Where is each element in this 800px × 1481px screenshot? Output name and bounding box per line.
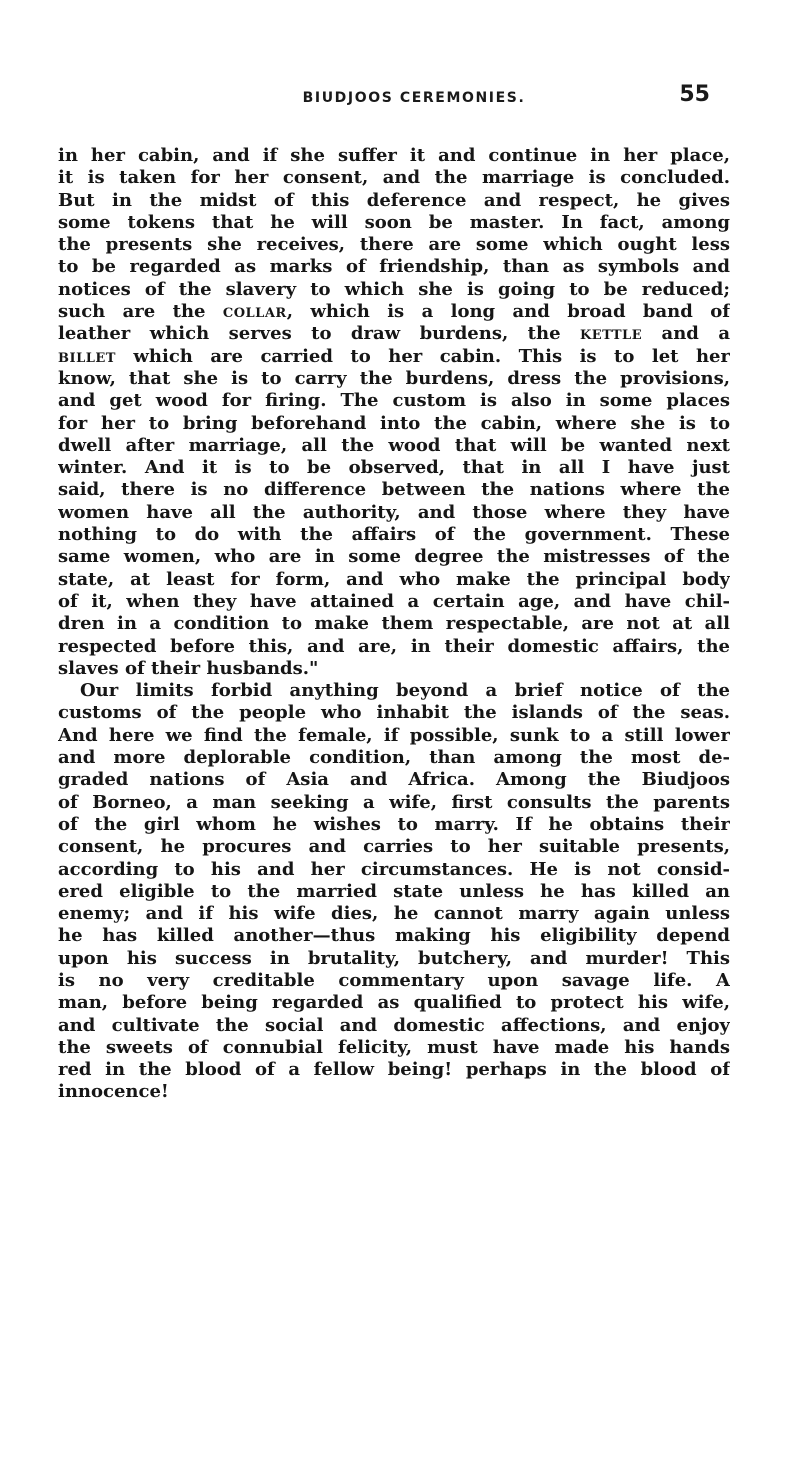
text-segment: which are carried to her cabin. This is to let her — [115, 345, 730, 367]
running-title: BIUDJOOS CEREMONIES. — [302, 90, 526, 106]
small-caps-term: billet — [58, 345, 116, 367]
text-line: for her to bring beforehand into the cabin, where she is to — [58, 412, 730, 434]
text-line: same women, who are in some degree the mistresses of the — [58, 546, 730, 568]
text-line: of the girl whom he wishes to marry. If he obtains their — [58, 813, 730, 835]
text-line: enemy; and if his wife dies, he cannot marry again unless — [58, 903, 730, 925]
text-line: slaves of their husbands." — [58, 657, 319, 679]
text-line — [58, 323, 730, 345]
text-line: some tokens that he will soon be master. In fact, among — [58, 211, 730, 233]
text-line: red in the blood of a fellow being! perhaps in the blood of — [58, 1059, 730, 1081]
small-caps-term: collar — [222, 301, 287, 323]
running-head — [118, 82, 710, 112]
text-line: nothing to do with the affairs of the government. These — [58, 524, 730, 546]
text-line: upon his success in brutality, butchery, and murder! This — [58, 947, 730, 969]
text-line: of Borneo, a man seeking a wife, first consults the parents — [58, 791, 730, 813]
text-line — [58, 301, 730, 323]
text-line: women have all the authority, and those where they have — [58, 501, 730, 523]
text-line: notices of the slavery to which she is going to be reduced; — [58, 278, 730, 300]
text-line: state, at least for form, and who make the principal body — [58, 568, 730, 590]
text-line: dren in a condition to make them respectable, are not at all — [58, 613, 730, 635]
text-line: respected before this, and are, in their domestic affairs, the — [58, 635, 730, 657]
text-segment: such are the — [58, 301, 223, 323]
text-line: and more deplorable condition, than among the most de- — [58, 747, 730, 769]
text-segment: , which is a long and broad band of — [286, 301, 730, 323]
text-line: the presents she receives, there are some which ought less — [58, 234, 730, 256]
text-segment: leather which serves to draw burdens, the — [58, 323, 580, 345]
page-number: 55 — [679, 82, 710, 107]
text-line: is no very creditable commentary upon savage life. A — [58, 969, 730, 991]
text-line: customs of the people who inhabit the islands of the seas. — [58, 702, 730, 724]
text-line: said, there is no difference between the nations where the — [58, 479, 730, 501]
text-line: it is taken for her consent, and the marriage is concluded. — [58, 167, 730, 189]
text-line: of it, when they have attained a certain age, and have chil- — [58, 590, 730, 612]
text-line: to be regarded as marks of friendship, than as symbols and — [58, 256, 730, 278]
text-line: Our limits forbid anything beyond a brief notice of the — [80, 680, 730, 702]
text-line: the sweets of connubial felicity, must have made his hands — [58, 1036, 730, 1058]
text-line: he has killed another—thus making his eligibility depend — [58, 925, 730, 947]
text-line: know, that she is to carry the burdens, dress the provisions, — [58, 367, 730, 389]
text-segment: and a — [642, 323, 730, 345]
text-line: in her cabin, and if she suffer it and continue in her place, — [58, 145, 730, 166]
text-line: according to his and her circumstances. He is not consid- — [58, 858, 730, 880]
text-line: winter. And it is to be observed, that in all I have just — [58, 457, 730, 479]
text-line: innocence! — [58, 1081, 169, 1103]
text-line: dwell after marriage, all the wood that will be wanted next — [58, 434, 730, 456]
text-line: But in the midst of this deference and respect, he gives — [58, 189, 730, 211]
body-text — [58, 145, 730, 1104]
small-caps-term: kettle — [579, 323, 643, 345]
text-line: graded nations of Asia and Africa. Among the Biudjoos — [58, 769, 730, 791]
text-line: consent, he procures and carries to her suitable presents, — [58, 836, 730, 858]
text-line: ered eligible to the married state unless he has killed an — [58, 880, 730, 902]
text-line: man, before being regarded as qualified to protect his wife, — [58, 992, 730, 1014]
text-line: and cultivate the social and domestic affections, and enjoy — [58, 1014, 730, 1036]
text-line — [58, 346, 730, 368]
text-line: and get wood for firing. The custom is also in some places — [58, 390, 730, 412]
text-line: And here we find the female, if possible, sunk to a still lower — [58, 724, 730, 746]
